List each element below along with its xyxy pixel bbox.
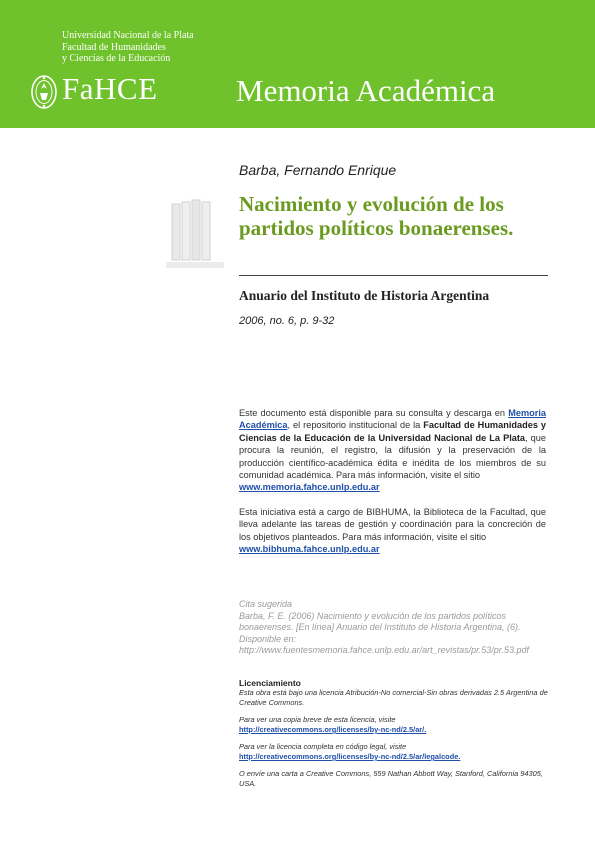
memoria-url-link[interactable]: www.memoria.fahce.unlp.edu.ar [239,482,380,493]
license-short-text: Para ver una copia breve de esta licencia, visite [239,715,396,724]
info-paragraph-2 [239,506,546,556]
title-divider [239,275,548,276]
info-text: , el repositorio institucional de la [287,420,421,431]
header-banner [0,0,595,128]
info-text: Esta iniciativa está a cargo de BIBHUMA, la Biblioteca de la Facultad, que lleva adelante las tareas de gestión y coordinación para la concreción de los objetivos planteados. Para más información, visite el sitio [239,506,546,542]
info-text: Este documento está disponible para su consulta y descarga en [239,408,506,418]
citation-block [239,599,549,657]
license-block [239,678,549,789]
university-seal-icon [30,74,58,110]
publication-details: 2006, no. 6, p. 9-32 [239,315,335,327]
faculty-line-2: y Ciencias de la Educación [62,53,171,64]
license-full-link[interactable]: http://creativecommons.org/licenses/by-nc-nd/2.5/ar/legalcode. [239,752,461,761]
institution-name: Facultad de Humanidades y Ciencias de la Educación de la Universidad Nacional de La Plata [239,420,546,443]
university-name [62,30,194,65]
fahce-logo: FaHCE [62,71,158,106]
repository-info [239,407,546,555]
info-paragraph-1 [239,407,546,494]
license-text: Esta obra está bajo una licencia Atribución-No comercial-Sin obras derivadas 2.5 Argentina de Creative Commons. [239,688,548,707]
university-line: Universidad Nacional de la Plata [62,30,194,41]
info-text: , que procura la reunión, el registro, la difusión y la preservación de la producción científico-académica édita e inédita de los miembros de su comunidad académica. Para más información, visite el sitio [239,432,546,481]
document-title: Nacimiento y evolución de los partidos políticos bonaerenses. [239,192,514,240]
license-short-link[interactable]: http://creativecommons.org/licenses/by-nc-nd/2.5/ar/. [239,725,427,734]
faculty-line: Facultad de Humanidades [62,41,166,53]
document-author: Barba, Fernando Enrique [239,162,397,178]
citation-text: Barba, F. E. (2006) Nacimiento y evolución de los partidos políticos bonaerenses. [En línea] Anuario del Instituto de Historia Argentina, (6). Disponible en: http://www.fuentesmemoria.fahce.unlp.edu.ar/art_revistas/pr.53/pr.53.pdf [239,610,529,655]
license-heading: Licenciamiento [239,678,301,688]
repository-name: Memoria Académica [236,73,496,108]
license-mail-text: O envíe una carta a Creative Commons, 559 Nathan Abbott Way, Stanford, California 94305, USA. [239,769,543,788]
license-full-text: Para ver la licencia completa en código legal, visite [239,742,407,751]
bibhuma-url-link[interactable]: www.bibhuma.fahce.unlp.edu.ar [239,544,380,555]
citation-heading: Cita sugerida [239,599,293,609]
journal-name: Anuario del Instituto de Historia Argentina [239,288,490,303]
books-logo-icon [166,198,224,272]
memoria-link[interactable]: Memoria Académica [239,408,546,431]
